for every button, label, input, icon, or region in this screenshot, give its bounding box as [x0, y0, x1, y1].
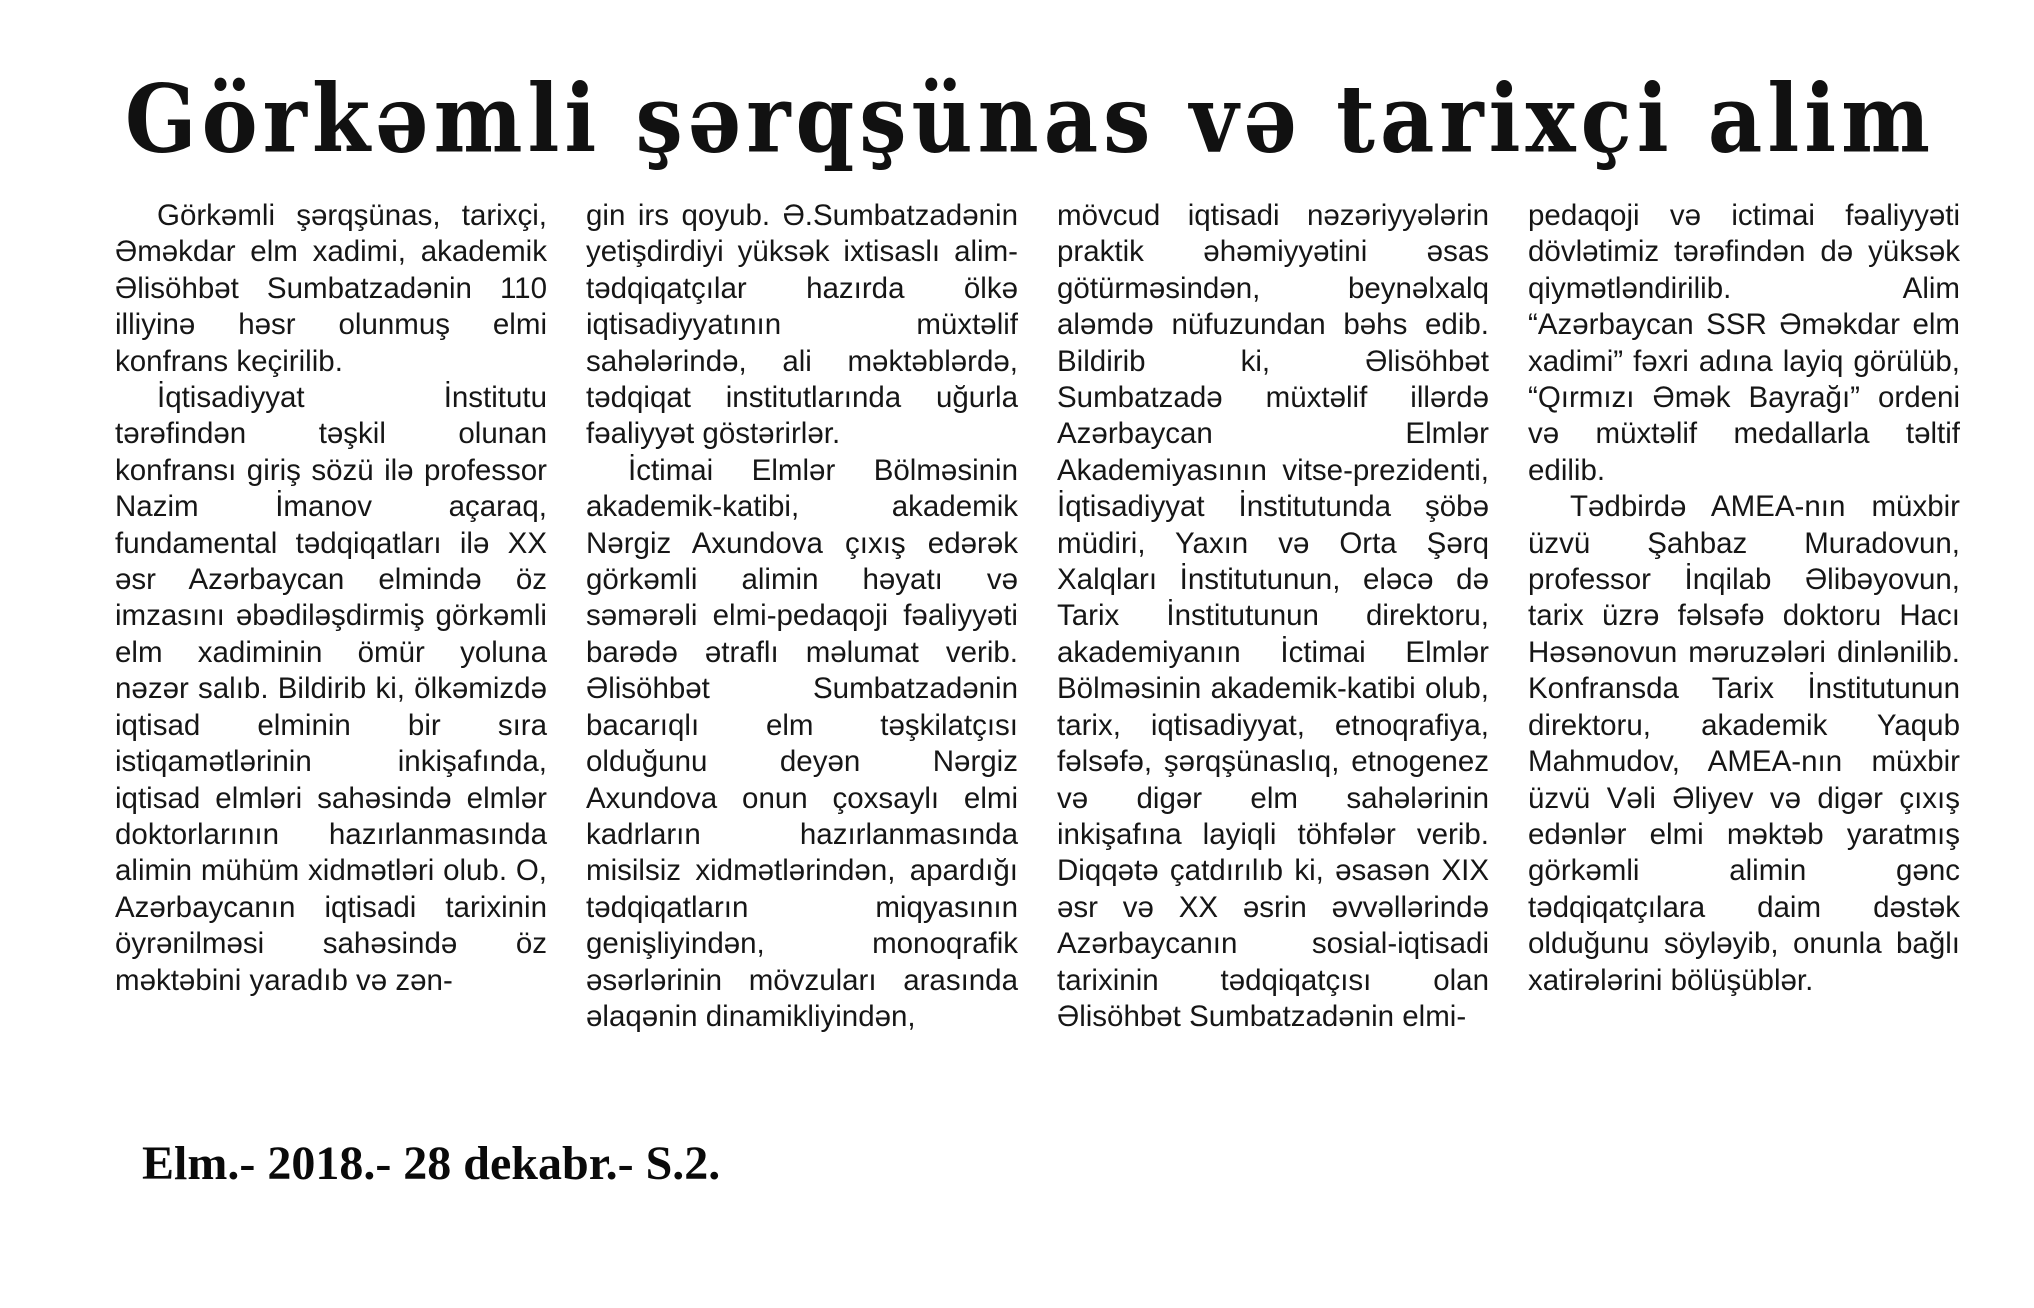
article-headline: Görkəmli şərqşünas və tarixçi alim [124, 63, 1936, 174]
article-body [115, 198, 1960, 1078]
paragraph-continuation: pedaqoji və ictimai fəaliyyəti dövlətimiz tərəfindən də yüksək qiymətləndirilib. Alim “Azərbaycan SSR Əməkdar elm xadimi” fəxri adına layiq görülüb, “Qırmızı Əmək Bayrağı” ordeni və müxtəlif medallarla təltif edilib. [1528, 199, 1960, 487]
article-column-3 [1057, 198, 1489, 1035]
paragraph-continuation: gin irs qoyub. Ə.Sumbatzadənin yetişdirdiyi yüksək ixtisaslı alim-tədqiqatçılar hazırda ölkə iqtisadiyyatının müxtəlif sahələrində, ali məktəblərdə, tədqiqat institutlarında uğurla fəaliyyət göstərirlər. [586, 199, 1018, 451]
paragraph-event-reports: Tədbirdə AMEA-nın müxbir üzvü Şahbaz Muradovun, professor İnqilab Əlibəyovun, tarix üzrə fəlsəfə doktoru Hacı Həsənovun məruzələri dinlənilib. Konfransda Tarix İnstitutunun direktoru, akademik Yaqub Mahmudov, AMEA-nın müxbir üzvü Vəli Əliyev və digər çıxış edənlər elmi məktəb yaratmış görkəmli alimin gənc tədqiqatçılara daim dəstək olduğunu söyləyib, onunla bağlı xatirələrini bölüşüblər. [1528, 490, 1960, 997]
paragraph-axundova-speech: İctimai Elmlər Bölməsinin akademik-katibi, akademik Nərgiz Axundova çıxış edərək görkəmli alimin həyatı və səmərəli elmi-pedaqoji fəaliyyəti barədə ətraflı məlumat verib. Əlisöhbət Sumbatzadənin bacarıqlı elm təşkilatçısı olduğunu deyən Nərgiz Axundova onun çoxsaylı elmi kadrların hazırlanmasında misilsiz xidmətlərindən, apardığı tədqiqatların miqyasının genişliyindən, monoqrafik əsərlərinin mövzuları arasında əlaqənin dinamikliyindən, [586, 453, 1018, 1033]
source-citation: Elm.- 2018.- 28 dekabr.- S.2. [142, 1137, 721, 1190]
paragraph-continuation: mövcud iqtisadi nəzəriyyələrin praktik əhəmiyyətini əsas götürməsindən, beynəlxalq aləmdə nüfuzundan bəhs edib. Bildirib ki, Əlisöhbət Sumbatzadə müxtəlif illərdə Azərbaycan Elmlər Akademiyasının vitse-prezidenti, İqtisadiyyat İnstitutunda şöbə müdiri, Yaxın və Orta Şərq Xalqları İnstitutunun, eləcə də Tarix İnstitutunun direktoru, akademiyanın İctimai Elmlər Bölməsinin akademik-katibi olub, tarix, iqtisadiyyat, etnoqrafiya, fəlsəfə, şərqşünaslıq, etnogenez və digər elm sahələrinin inkişafına layiqli töhfələr verib. Diqqətə çatdırılıb ki, əsasən XIX əsr və XX əsrin əvvəllərində Azərbaycanın sosial-iqtisadi tarixinin tədqiqatçısı olan Əlisöhbət Sumbatzadənin elmi- [1057, 199, 1489, 1033]
article-column-4 [1528, 198, 1960, 999]
paragraph-intro: Görkəmli şərqşünas, tarixçi, Əməkdar elm xadimi, akademik Əlisöhbət Sumbatzadənin 110 illiyinə həsr olunmuş elmi konfrans keçirilib. [115, 199, 547, 378]
article-column-1 [115, 198, 547, 999]
article-column-2 [586, 198, 1018, 1035]
paragraph-conference-opening: İqtisadiyyat İnstitutu tərəfindən təşkil olunan konfransı giriş sözü ilə professor Nazim İmanov açaraq, fundamental tədqiqatları ilə XX əsr Azərbaycan elmində öz imzasını əbədiləşdirmiş görkəmli elm xadiminin ömür yoluna nəzər salıb. Bildirib ki, ölkəmizdə iqtisad elminin bir sıra istiqamətlərinin inkişafında, iqtisad elmləri sahəsində elmlər doktorlarının hazırlanmasında alimin mühüm xidmətləri olub. O, Azərbaycanın iqtisadi tarixinin öyrənilməsi sahəsində öz məktəbini yaradıb və zən- [115, 381, 547, 997]
